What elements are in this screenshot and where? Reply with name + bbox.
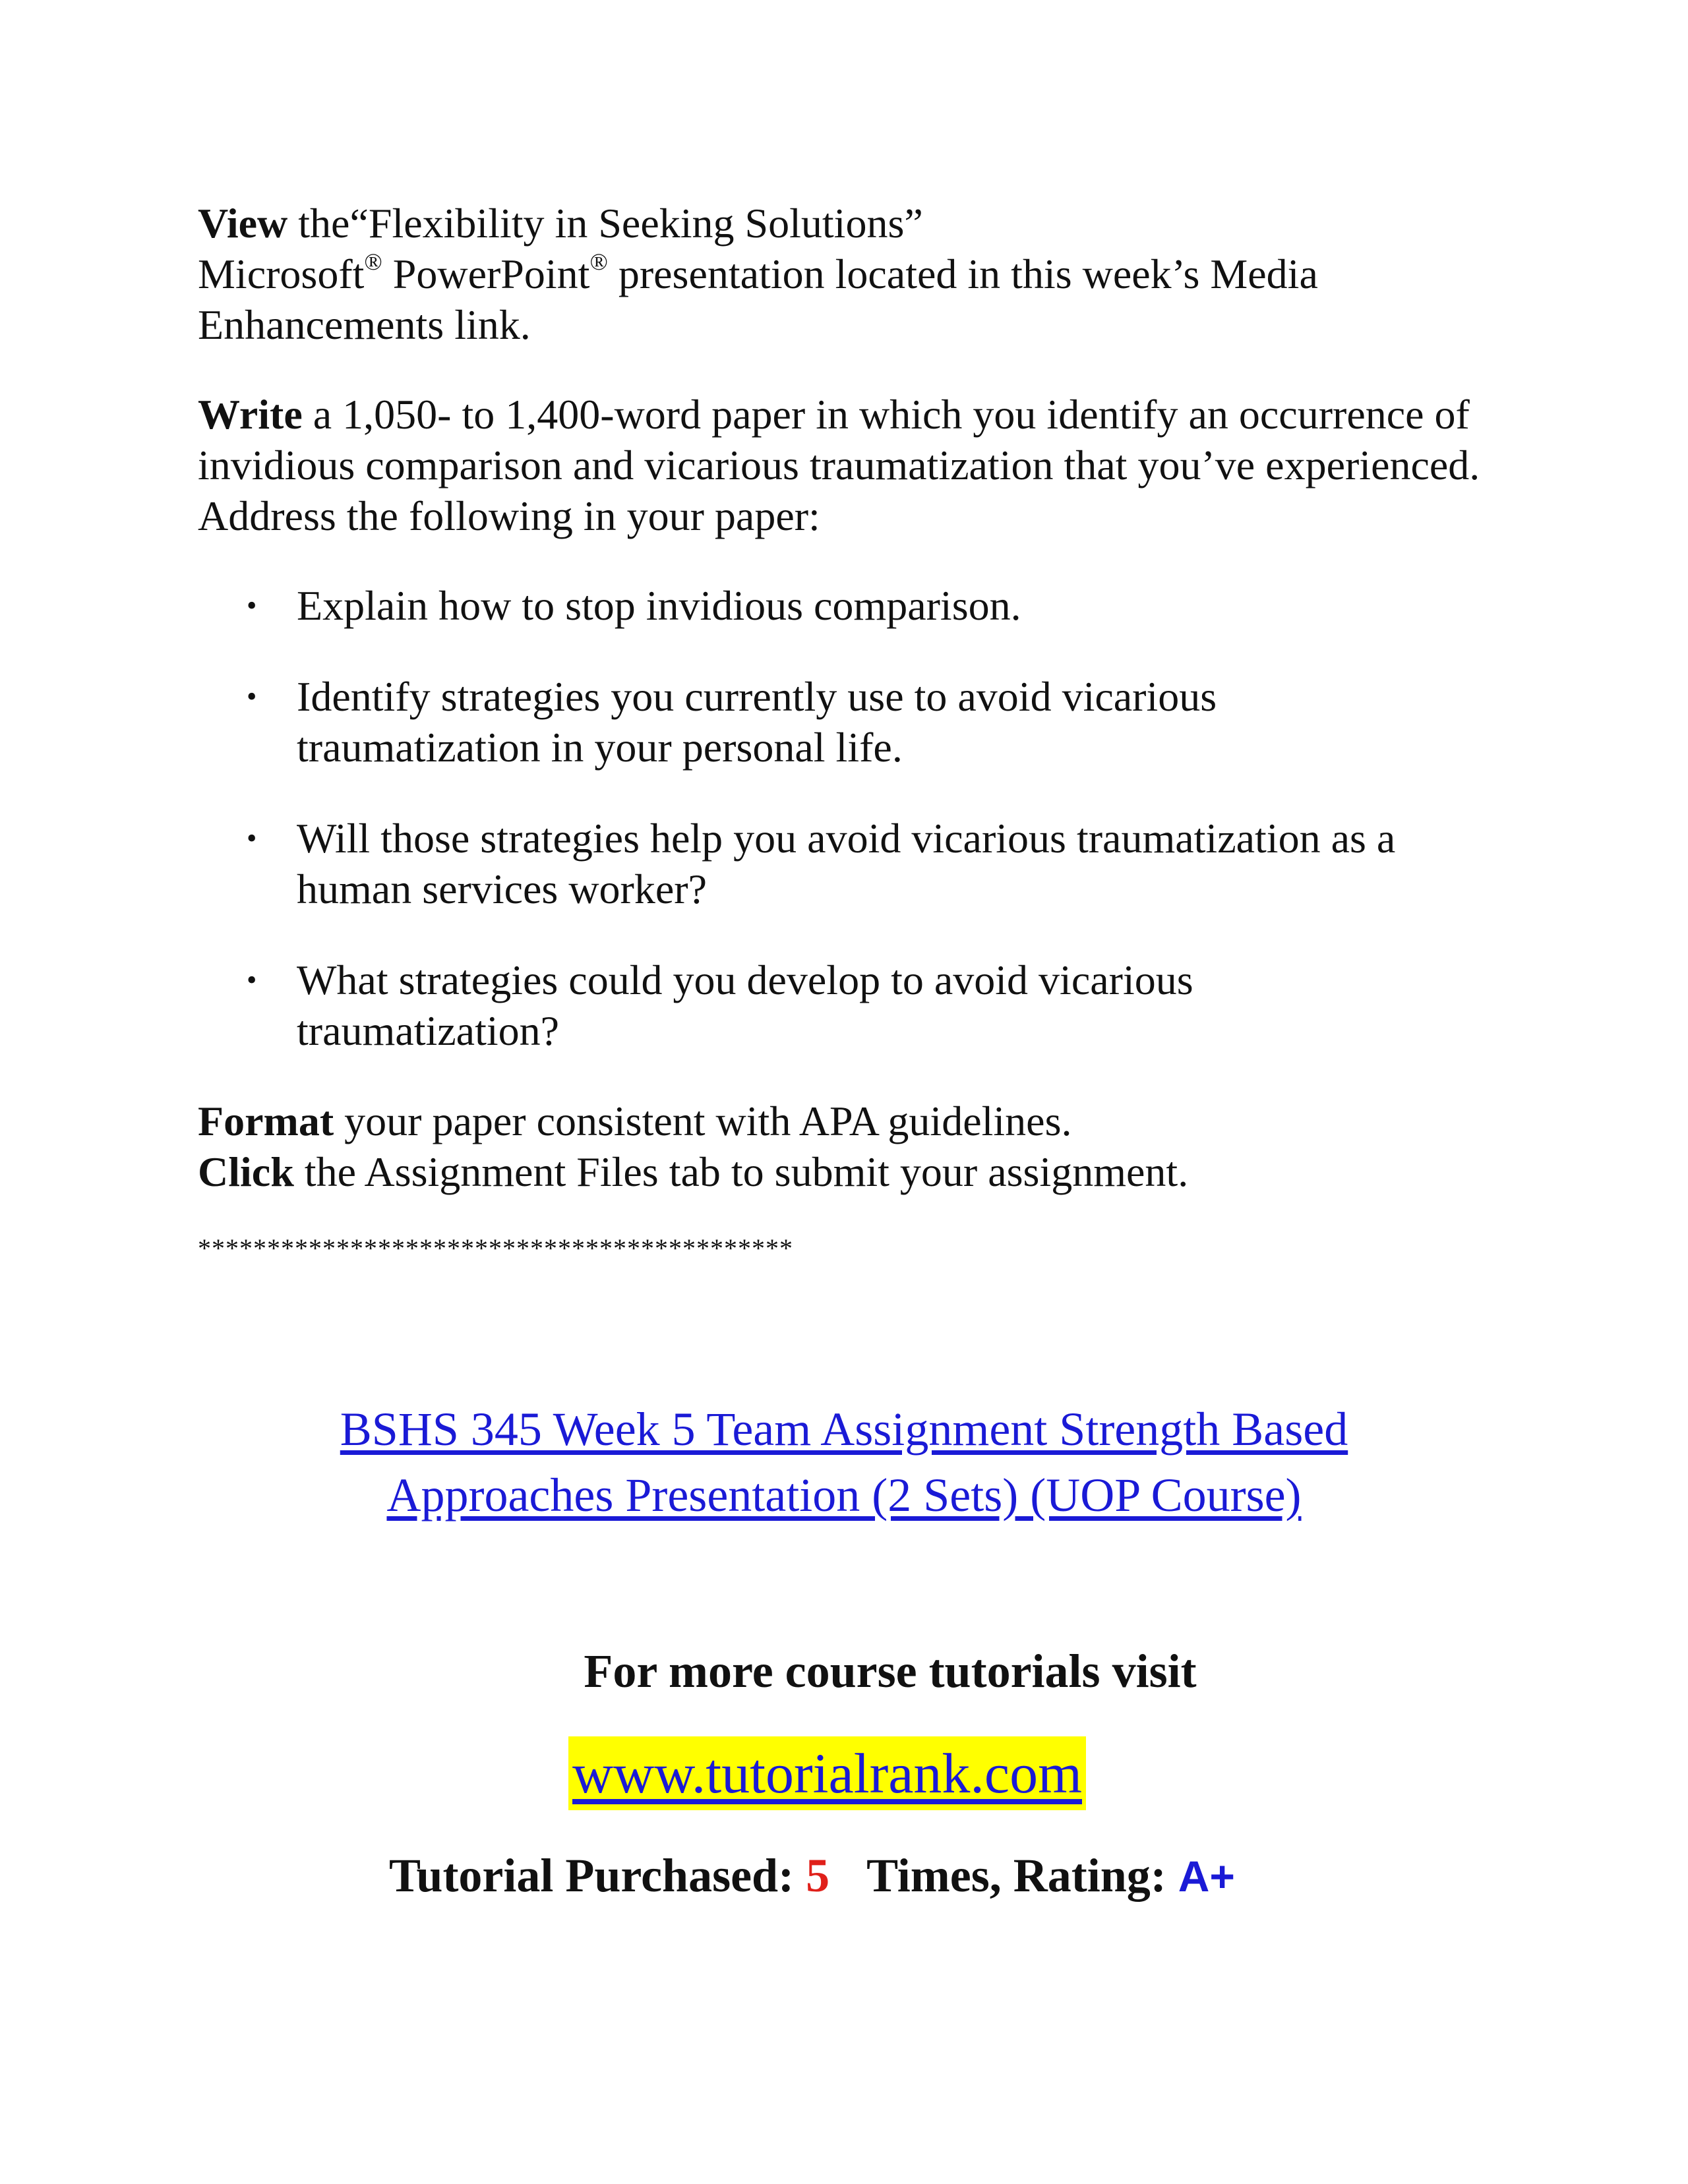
- bullet-icon: •: [247, 589, 257, 622]
- next-tutorial-link-line-1[interactable]: BSHS 345 Week 5 Team Assignment Strength Based: [340, 1403, 1348, 1456]
- requirements-list: [198, 671, 1517, 773]
- purchase-count: 5: [806, 1849, 830, 1902]
- bullet-icon: •: [247, 680, 257, 713]
- intro-line-2: presentation located in this week’s Media: [607, 251, 1318, 297]
- list-item-text: Will those strategies help you avoid vicarious traumatization as a human services worker?: [297, 815, 1396, 912]
- format-paragraph: [198, 1096, 1517, 1197]
- bullet-icon: •: [247, 964, 257, 996]
- visit-heading: For more course tutorials visit: [584, 1645, 1197, 1697]
- microsoft-text: Microsoft: [198, 251, 365, 297]
- write-paragraph: [198, 389, 1490, 541]
- list-item-text: Identify strategies you currently use to avoid vicarious traumatization in your personal life.: [297, 673, 1217, 771]
- powerpoint-text: PowerPoint: [382, 251, 590, 297]
- write-text: a 1,050- to 1,400-word paper in which you identify an occurrence of invidious comparison and vicarious traumatization that you’ve experienced. Address the following in your paper:: [198, 391, 1480, 539]
- registered-mark: ®: [364, 248, 382, 275]
- next-tutorial-link-line-2[interactable]: Approaches Presentation (2 Sets) (UOP Course): [386, 1469, 1302, 1521]
- list-item: [198, 580, 1418, 631]
- site-link[interactable]: www.tutorialrank.com: [572, 1742, 1082, 1805]
- purchased-label: Tutorial Purchased:: [389, 1849, 806, 1902]
- list-item: [198, 671, 1352, 773]
- click-text: the Assignment Files tab to submit your assignment.: [293, 1148, 1189, 1195]
- separator-line: *******************************************: [198, 1233, 793, 1263]
- requirements-list: [198, 813, 1517, 914]
- write-keyword: Write: [198, 391, 303, 438]
- list-item-text: What strategies could you develop to avoid vicarious traumatization?: [297, 957, 1193, 1054]
- registered-mark: ®: [589, 248, 608, 275]
- intro-paragraph: [198, 198, 1517, 350]
- requirements-list: [198, 955, 1517, 1056]
- next-tutorial-link-block: [0, 1396, 1688, 1528]
- site-link-highlight: [568, 1736, 1086, 1810]
- rating-value: A+: [1178, 1852, 1235, 1901]
- view-keyword: View: [198, 200, 288, 247]
- bullet-icon: •: [247, 822, 257, 854]
- requirements-list: [198, 580, 1517, 631]
- intro-line-1: the“Flexibility in Seeking Solutions”: [287, 200, 923, 247]
- format-keyword: Format: [198, 1098, 334, 1144]
- format-text: your paper consistent with APA guidelines.: [334, 1098, 1072, 1144]
- list-item: [198, 813, 1510, 914]
- list-item-text: Explain how to stop invidious comparison.: [297, 582, 1021, 629]
- purchase-rating-line: [389, 1846, 1235, 1906]
- click-keyword: Click: [198, 1148, 294, 1195]
- times-rating-label: Times, Rating:: [866, 1849, 1178, 1902]
- list-item: [198, 955, 1352, 1056]
- intro-line-3: Enhancements link.: [198, 301, 531, 348]
